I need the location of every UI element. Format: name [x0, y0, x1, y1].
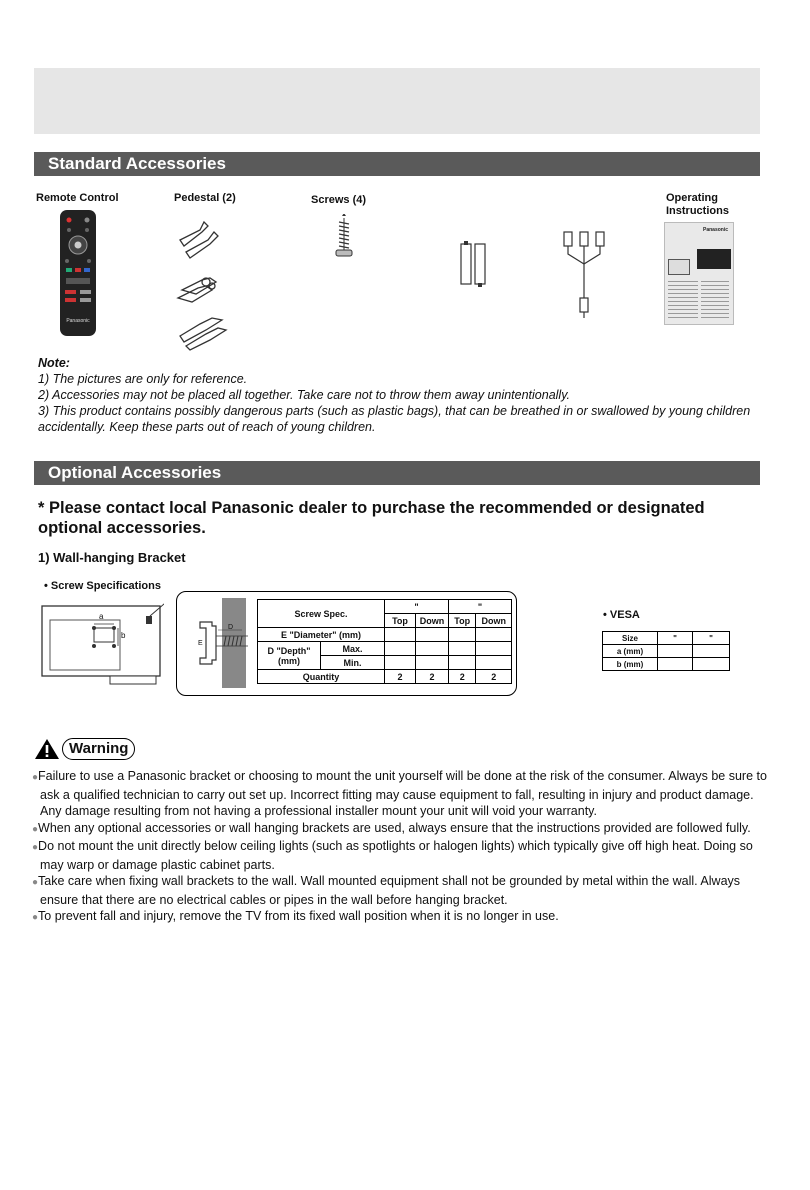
warning-item: ●Do not mount the unit directly below ceiling lights (such as spotlights or halogen lights) which typically give off high heat. Doing so may warp or damage plastic cabinet parts. [32, 839, 753, 872]
vesa-col-b: " [693, 632, 730, 645]
section-title-standard: Standard Accessories [34, 152, 760, 176]
spec-row-min: Min. [321, 656, 385, 670]
wall-bracket-heading: 1) Wall-hanging Bracket [38, 550, 186, 565]
spec-row-max: Max. [321, 642, 385, 656]
manual-brand-text: Panasonic [703, 227, 729, 233]
vesa-row-b: b (mm) [603, 658, 658, 671]
manual-label-line1: Operating [666, 192, 718, 204]
qty-cell: 2 [476, 670, 512, 684]
note-item: 3) This product contains possibly dangerous parts (such as plastic bags), that can be breathed in or swallowed by young children accidentally. Keep these parts out of reach of young children. [38, 404, 751, 434]
dim-e-label: E [198, 640, 203, 647]
dim-d-label: D [228, 624, 234, 631]
screw-spec-table [257, 599, 512, 684]
note-item: 1) The pictures are only for reference. [38, 372, 248, 386]
warning-item: ●To prevent fall and injury, remove the TV from its fixed wall position when it is no longer in use. [32, 909, 559, 923]
spec-col-down: Down [416, 614, 449, 628]
vesa-row-a: a (mm) [603, 645, 658, 658]
header-band [34, 68, 760, 134]
vesa-label: • VESA [603, 609, 640, 621]
screw-spec-label: • Screw Specifications [44, 580, 161, 592]
warning-title: Warning [62, 738, 135, 760]
depth-line2: (mm) [278, 655, 300, 666]
spec-group-a: " [385, 600, 449, 614]
note-heading: Note: [38, 356, 70, 370]
depth-line1: D "Depth" [267, 645, 311, 656]
spec-row-diameter: E "Diameter" (mm) [258, 628, 385, 642]
spec-header-cell: Screw Spec. [258, 600, 385, 628]
qty-cell: 2 [385, 670, 416, 684]
warning-item: ●Take care when fixing wall brackets to the wall. Wall mounted equipment shall not be grounded by metal within the wall. Always ensure that there are no electrical cables or pipes in the wall before hanging bracket. [32, 874, 741, 907]
screw-image [333, 214, 355, 262]
section-title-optional: Optional Accessories [34, 461, 760, 485]
warning-triangle-icon [34, 738, 60, 760]
label-pedestal: Pedestal (2) [174, 192, 236, 204]
warning-text: Do not mount the unit directly below ceiling lights (such as spotlights or halogen lights) which typically give off high heat. Doing so may warp or damage plastic cabinet parts. [38, 839, 753, 872]
operating-instructions-image [664, 222, 734, 325]
warning-item: ●When any optional accessories or wall hanging brackets are used, always ensure that the instructions provided are followed fully. [32, 820, 751, 835]
vesa-size-header: Size [603, 632, 658, 645]
note-item: 2) Accessories may not be placed all together. Take care not to throw them away unintentionally. [38, 388, 571, 402]
spec-group-b: " [449, 600, 512, 614]
qty-cell: 2 [416, 670, 449, 684]
spec-col-top: Top [385, 614, 416, 628]
spec-col-top: Top [449, 614, 476, 628]
spec-col-down: Down [476, 614, 512, 628]
spec-row-quantity: Quantity [258, 670, 385, 684]
dim-a-label: a [99, 612, 104, 621]
warning-text: To prevent fall and injury, remove the TV from its fixed wall position when it is no longer in use. [38, 909, 559, 923]
dealer-headline: * Please contact local Panasonic dealer to purchase the recommended or designated optional accessories. [38, 499, 705, 537]
label-screws: Screws (4) [311, 194, 367, 206]
warning-text: When any optional accessories or wall hanging brackets are used, always ensure that the instructions provided are followed fully. [38, 820, 751, 835]
vesa-col-a: " [658, 632, 693, 645]
note-block [38, 355, 768, 435]
warning-text: Take care when fixing wall brackets to the wall. Wall mounted equipment shall not be grounded by metal within the wall. Always ensure that there are no electrical cables or pipes in the wall before hanging bracket. [38, 874, 741, 907]
vesa-table [602, 631, 730, 671]
batteries-image [459, 240, 489, 288]
label-operating-instructions [666, 192, 729, 218]
qty-cell: 2 [449, 670, 476, 684]
manual-label-line2: Instructions [666, 205, 729, 217]
warning-item: ●Failure to use a Panasonic bracket or choosing to mount the unit yourself will be done at the risk of the consumer. Always be sure to ask a qualified technician to carry out set up. Incorrect fitting may cause equipment to fall, resulting in injury and product damage. Any damage resulting from not having a professional installer mount your unit will void your warranty. [32, 769, 767, 818]
pedestal-image [172, 218, 232, 352]
av-cable-image [560, 228, 610, 324]
screw-cross-section-diagram [196, 598, 248, 690]
spec-row-depth [258, 642, 321, 670]
warning-list [32, 768, 772, 927]
warning-text: Failure to use a Panasonic bracket or choosing to mount the unit yourself will be done at the risk of the consumer. Always be sure to ask a qualified technician to carry out set up. Incorrect fitting may cause equipment to fall, resulting in injury and product damage. Any damage resulting from not having a professional installer mount your unit will void your warranty. [38, 769, 767, 818]
dim-b-label: b [121, 631, 126, 640]
label-remote-control: Remote Control [36, 192, 119, 204]
remote-brand-text: Panasonic [66, 318, 90, 324]
